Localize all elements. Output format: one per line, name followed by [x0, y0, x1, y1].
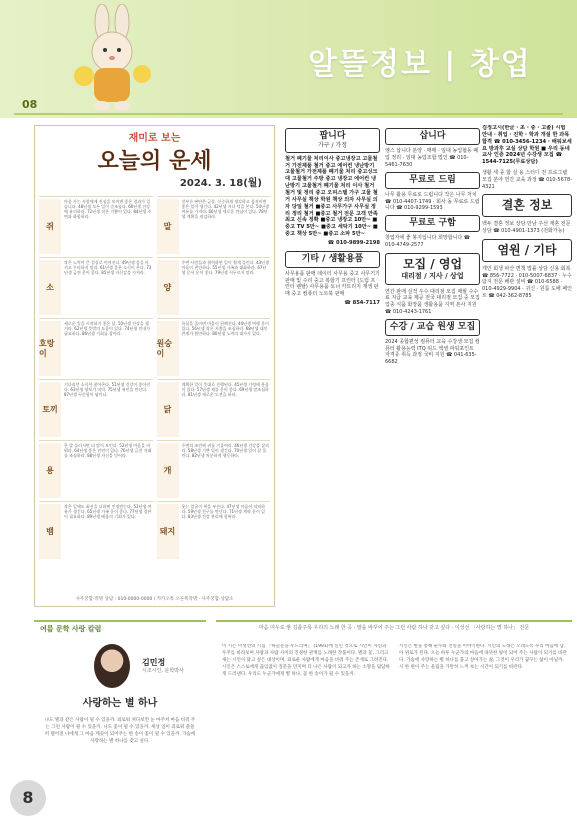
ad-text: 엠스 삽니다 분양 · 매매 · 임대 농업협동 폐업 정리 · 임대 농업조합 법인 ☎ 010-5461-7630: [385, 148, 479, 168]
zodiac-name: 돼지: [157, 504, 179, 559]
ad-phone: ☎ 854-7117: [344, 299, 380, 306]
section-head-free-give: 무료로 드림: [385, 172, 480, 189]
zodiac-name: 말: [157, 199, 179, 254]
zodiac-name: 호랑이: [39, 321, 61, 376]
zodiac-name: 양: [157, 260, 179, 315]
header-divider: [14, 113, 563, 115]
section-sub-label: 대리점 / 지사 / 상업: [401, 271, 464, 280]
essay-body: [222, 644, 568, 806]
zodiac-name: 개: [157, 443, 179, 498]
essay-col-b: 시인은 별을 통해 순수와 진실을 이야기한다. 시인의 노래는 오래도록 우리 마음에 남아 위로가 된다. 오늘 하루 누군가의 마음에 따뜻한 빛이 되어 주는 사람이 되기를 바란다. 가슴에 사랑하는 별 하나를 품고 살아가는 삶, 그것이 우리가 꿈꾸는 삶이 아닐까. 시 한 편이 주는 울림을 가만히 느껴 보는 시간이 되기를 바란다.: [399, 644, 567, 670]
zodiac-text: 주변 사람들과 협력하면 일이 쉽게 풀린다. 43년생 마음이 편안하다. 55년생 가족과 대화하라. 67년생 문서 운이 좋다. 79년생 서두르지 말라.: [181, 260, 269, 275]
author-portrait: [94, 644, 130, 688]
section-head-marriage: 결혼 정보: [482, 194, 572, 217]
zodiac-text: 기다리던 소식이 찾아온다. 51년생 건강이 좋아진다. 63년생 양보가 미덕. 75년생 귀인을 만난다. 87년생 꾸준함이 답이다.: [64, 382, 151, 397]
zodiac-text: 작은 일에도 최선을 다하면 인정받는다. 53년생 여유가 생긴다. 65년생 가족 운이 좋다. 77년생 결단이 필요하다. 89년생 배움의 기회가 있다.: [64, 504, 152, 519]
section-head-free-want: 무료로 구함: [385, 215, 480, 232]
page-number-badge: 8: [10, 780, 46, 816]
classified-column-2: [285, 125, 380, 610]
zodiac-name: 토끼: [39, 382, 61, 437]
zodiac-text: 작은 노력이 큰 결실로 이어진다. 49년생 몸을 아끼고 무리하지 말라. 61년생 좋은 소식이 온다. 73년생 금전 운이 좋다. 85년생 자신감을 가져라.: [64, 260, 152, 275]
zodiac-text: 섣부른 판단은 금물. 신중하게 생각하고 움직이면 좋은 일이 생긴다. 42년생 자녀 덕을 본다. 54년생 여유를 가져라. 66년생 새로운 만남이 있다. 78년생 계획을 점검하라.: [181, 199, 269, 219]
poem-title: 사랑하는 별 하나: [82, 698, 158, 709]
section-head-sell: [285, 128, 380, 153]
fortune-title: 오늘의 운세: [97, 149, 212, 174]
zodiac-cell: [39, 440, 153, 498]
ad-phone: ☎ 010-9899-2198: [327, 240, 380, 247]
zodiac-name: 용: [39, 443, 61, 498]
section-head-label: 모집 / 영업: [402, 256, 463, 271]
fortune-date: 2024. 3. 18(월): [179, 178, 262, 189]
author-name-text: 김민정: [142, 658, 166, 667]
author-name: [142, 658, 184, 674]
ad-text: 2024 종합편성 컴퓨터 교육 수강생 모집 컴퓨터 활용능력 ITQ 워드 엑셀 파워포인트 자격증 취득 과정 국비 지원 ☎ 041-635-6682: [385, 338, 480, 365]
ad-text: 나무 활용 무료로 드립니다 작은 나무 처치 ☎ 010-4407-1749 · 회사 돌 무료로 드립니다 ☎ 010-9299-1593: [385, 191, 480, 212]
zodiac-text: 새로운 일을 시작하기 좋은 날. 50년생 건강을 챙겨라. 62년생 뜻밖의 도움이 있다. 74년생 인내가 필요하다. 86년생 기회를 잡아라.: [64, 321, 151, 336]
zodiac-cell: [157, 440, 271, 498]
ad-text: 철거 폐기물 처리이사 중고냉장고 고물철거 가전제품 철거 중고 에어컨 냉난방기 고물철거 가전제품 폐기물 처리 중고싱크대 고물철거 주방 중고 냉장고 에어컨 냉난방기 고물철거 폐기물 처리 이사 철거 철거 및 정리 중고 오피스텔 가구 고물 철거 사무실 책상 학원 책상 의자 사무실 의자 당일 철거 ■중고 사무가구 사무실 정리 정리 철거 ■중고 철거 전문 고객 만족 최고 신속 정확 ■중고 냉장고 10만~ ■중고 TV 5만~ ■중고 세탁기 10만~ ■중고 책상 5만~ ■중고 소파 5만~: [285, 155, 378, 238]
zodiac-text: 계획한 일이 뜻대로 진행된다. 45년생 가정에 웃음이 있다. 57년생 재물 운이 좋다. 69년생 말조심하라. 81년생 새로운 도전을 하라.: [181, 382, 269, 397]
bunny-mascot-icon: [64, 4, 164, 114]
fortune-footer: 사주궁합·작명 상담 : 010-0000-0000 / 카카오톡 오른쪽작명 · 사주궁합·상담소: [75, 597, 234, 603]
zodiac-name: 쥐: [39, 199, 61, 254]
section-head-buy: 삽니다: [385, 128, 480, 145]
fortune-grid: [39, 196, 270, 559]
zodiac-cell: [157, 196, 271, 254]
ad-text: 백두 결혼 정보 상담 만남 주선 재혼 전문 상담 ☎ 010-4901-1373 (전화가능): [482, 221, 571, 235]
zodiac-name: 원숭이: [157, 321, 179, 376]
zodiac-cell: [39, 379, 153, 437]
header-page-number: 08: [22, 98, 38, 111]
ad-text: 연간 판매 실적 우수 대리점 모집 매월 수수료 지급 교육 제공 전국 대리점 모집 중 모집 업종 식품 화장품 생활용품 지역 본사 지원 ☎ 010-4243-1761: [385, 288, 480, 315]
zodiac-cell: [39, 501, 153, 559]
zodiac-cell: [157, 501, 271, 559]
section-head-students: 수강 / 교습 원생 모집: [385, 319, 480, 336]
ad-text: 창업자에 좋 봉지입니다 희망합니다 ☎ 010-4749-2577: [385, 235, 471, 248]
zodiac-text: 웃는 얼굴이 복을 부른다. 47년생 마음이 넉넉하다. 59년생 친구를 만난다. 71년생 계약 운이 있다. 83년생 건강 관리에 힘써라.: [181, 504, 266, 519]
author-role: 시조시인, 문학박사: [142, 668, 184, 674]
poem-column: [34, 620, 206, 810]
zodiac-name: 닭: [157, 382, 179, 437]
zodiac-text: 마음 가는 사람에게 진심을 보이면 좋은 결과가 있습니다. 48년생 모든 일이 순조롭다. 60년생 건강에 유의하라. 72년생 작은 기쁨이 있다. 84년생 주변과 화합하라.: [64, 199, 152, 219]
section-head-misc: 기타 / 생활용품: [285, 251, 380, 268]
ad-text: 검정고시(한글 · 초 · 중 · 고졸) 시험 안내 · 취업 · 진학 · 학과 개설 한 과목 합격 ☎ 010-3456-1234 · 배워보세요 방과후 교실 상담 학원 ■ 우리 동네 교사 인증 2024년 수강생 모집 ☎ 1544-7125(무료상담): [482, 125, 572, 166]
page-header: [0, 0, 577, 118]
section-head-recruit: [385, 253, 480, 285]
fortune-subtitle: 재미로 보는: [128, 133, 181, 144]
essay-head: 마음 여우로 쌓 김좁주목 우리의 노래 한 곡 · 말을 바꾸어 주는 그런 사람 하나 갖고 싶다 · 이성선 「사랑하는 별 하나」 전문: [258, 625, 530, 631]
zodiac-name: 소: [39, 260, 61, 315]
section-title: 알뜰정보 | 창업: [308, 47, 532, 82]
zodiac-cell: [157, 318, 271, 376]
essay-column: [216, 620, 572, 810]
zodiac-cell: [39, 257, 153, 315]
zodiac-text: 한 발 물러서면 더 많이 보인다. 52년생 마음을 비워라. 64년생 좋은 인연이 있다. 76년생 금전 거래를 조심하라. 88년생 자신을 믿어라.: [64, 443, 152, 458]
essay-col-a: 이 시는 이성선의 시집 『하늘문을 두드리며』 (1991)에 실린 것으로 시인이 자연과 우주를 바라보며 사람과 사람 사이의 진정한 관계를 노래한 작품이다. 별과 꽃, 그리고 새는 시인이 닮고 싶은 대상이며, 외로운 사람에게 마음을 비춰 주는 존재로 그려진다. 시인은 스스로에게 끊임없이 질문을 던지며 더 나은 사람이 되고자 하는 소망을 담담하게 드러낸다. 우리도 누군가에게 별 하나, 꽃 한 송이가 될 수 있을까.: [222, 644, 390, 677]
poem-body: 나도 별과 같은 사람이 될 수 있을까. 외로워 쳐다보면 눈 마주쳐 마음 비춰 주는 그런 사람이 될 수 있을까. 나도 꽃이 될 수 있을까. 세상 일이 괴로워 쓸쓸히 떨어질 나에게 그 마음 깨끗이 되어주는 한 송이 꽃이 될 수 있을까. 가슴에 사랑하는 별 하나를 갖고 싶다.: [44, 718, 196, 744]
ad-text: 사무용품 판매 데이터 사무용 중고 사무기기 판매 및 수리 중고 복합기 프린터 (드럼 프린터 렌탈) 사무용품 토너 카트리지 재생 판매 중고 컴퓨터 노트북 판매: [285, 270, 380, 298]
section-head-other: 염원 / 기타: [482, 239, 572, 262]
zodiac-cell: [39, 196, 153, 254]
fortune-panel: [34, 125, 275, 607]
classified-column-3: [385, 125, 480, 610]
ad-text: 개인 회생 파산 면책 법률 상담 신용 회복 ☎ 856-7722 · 010-5007-6837 · 누수 탐지 전문 배관 설비 ☎ 010-6588 · 010-4929-9904 · 귀신 · 원룸 도배 페인트 ☎ 042-362-8785: [482, 265, 572, 299]
zodiac-text: 욕심을 줄이면 마음이 편해진다. 44년생 여행 운이 있다. 56년생 작은 지출을 조심하라. 68년생 대인관계가 원만하다. 80년생 노력의 대가가 있다.: [181, 321, 269, 336]
zodiac-cell: [157, 257, 271, 315]
column-label: 여름 문학 사랑 칼럼: [40, 625, 102, 633]
section-head-label: 팝니다: [319, 131, 346, 141]
zodiac-cell: [39, 318, 153, 376]
ad-text: 생활 세 종 합 실 용 스터디 전 프로그램 모집 분야 연간 교육 과정 ☎ 010-5678-4321: [482, 170, 572, 190]
classified-column-4: [482, 125, 572, 610]
zodiac-cell: [157, 379, 271, 437]
section-sub-label: 가구 / 가정: [317, 142, 348, 150]
zodiac-text: 주변의 조언에 귀를 기울여라. 46년생 건강을 살펴라. 58년생 기쁜 일이 생긴다. 70년생 일이 잘 풀린다. 82년생 차분하게 행동하라.: [181, 443, 269, 458]
zodiac-name: 뱀: [39, 504, 61, 559]
